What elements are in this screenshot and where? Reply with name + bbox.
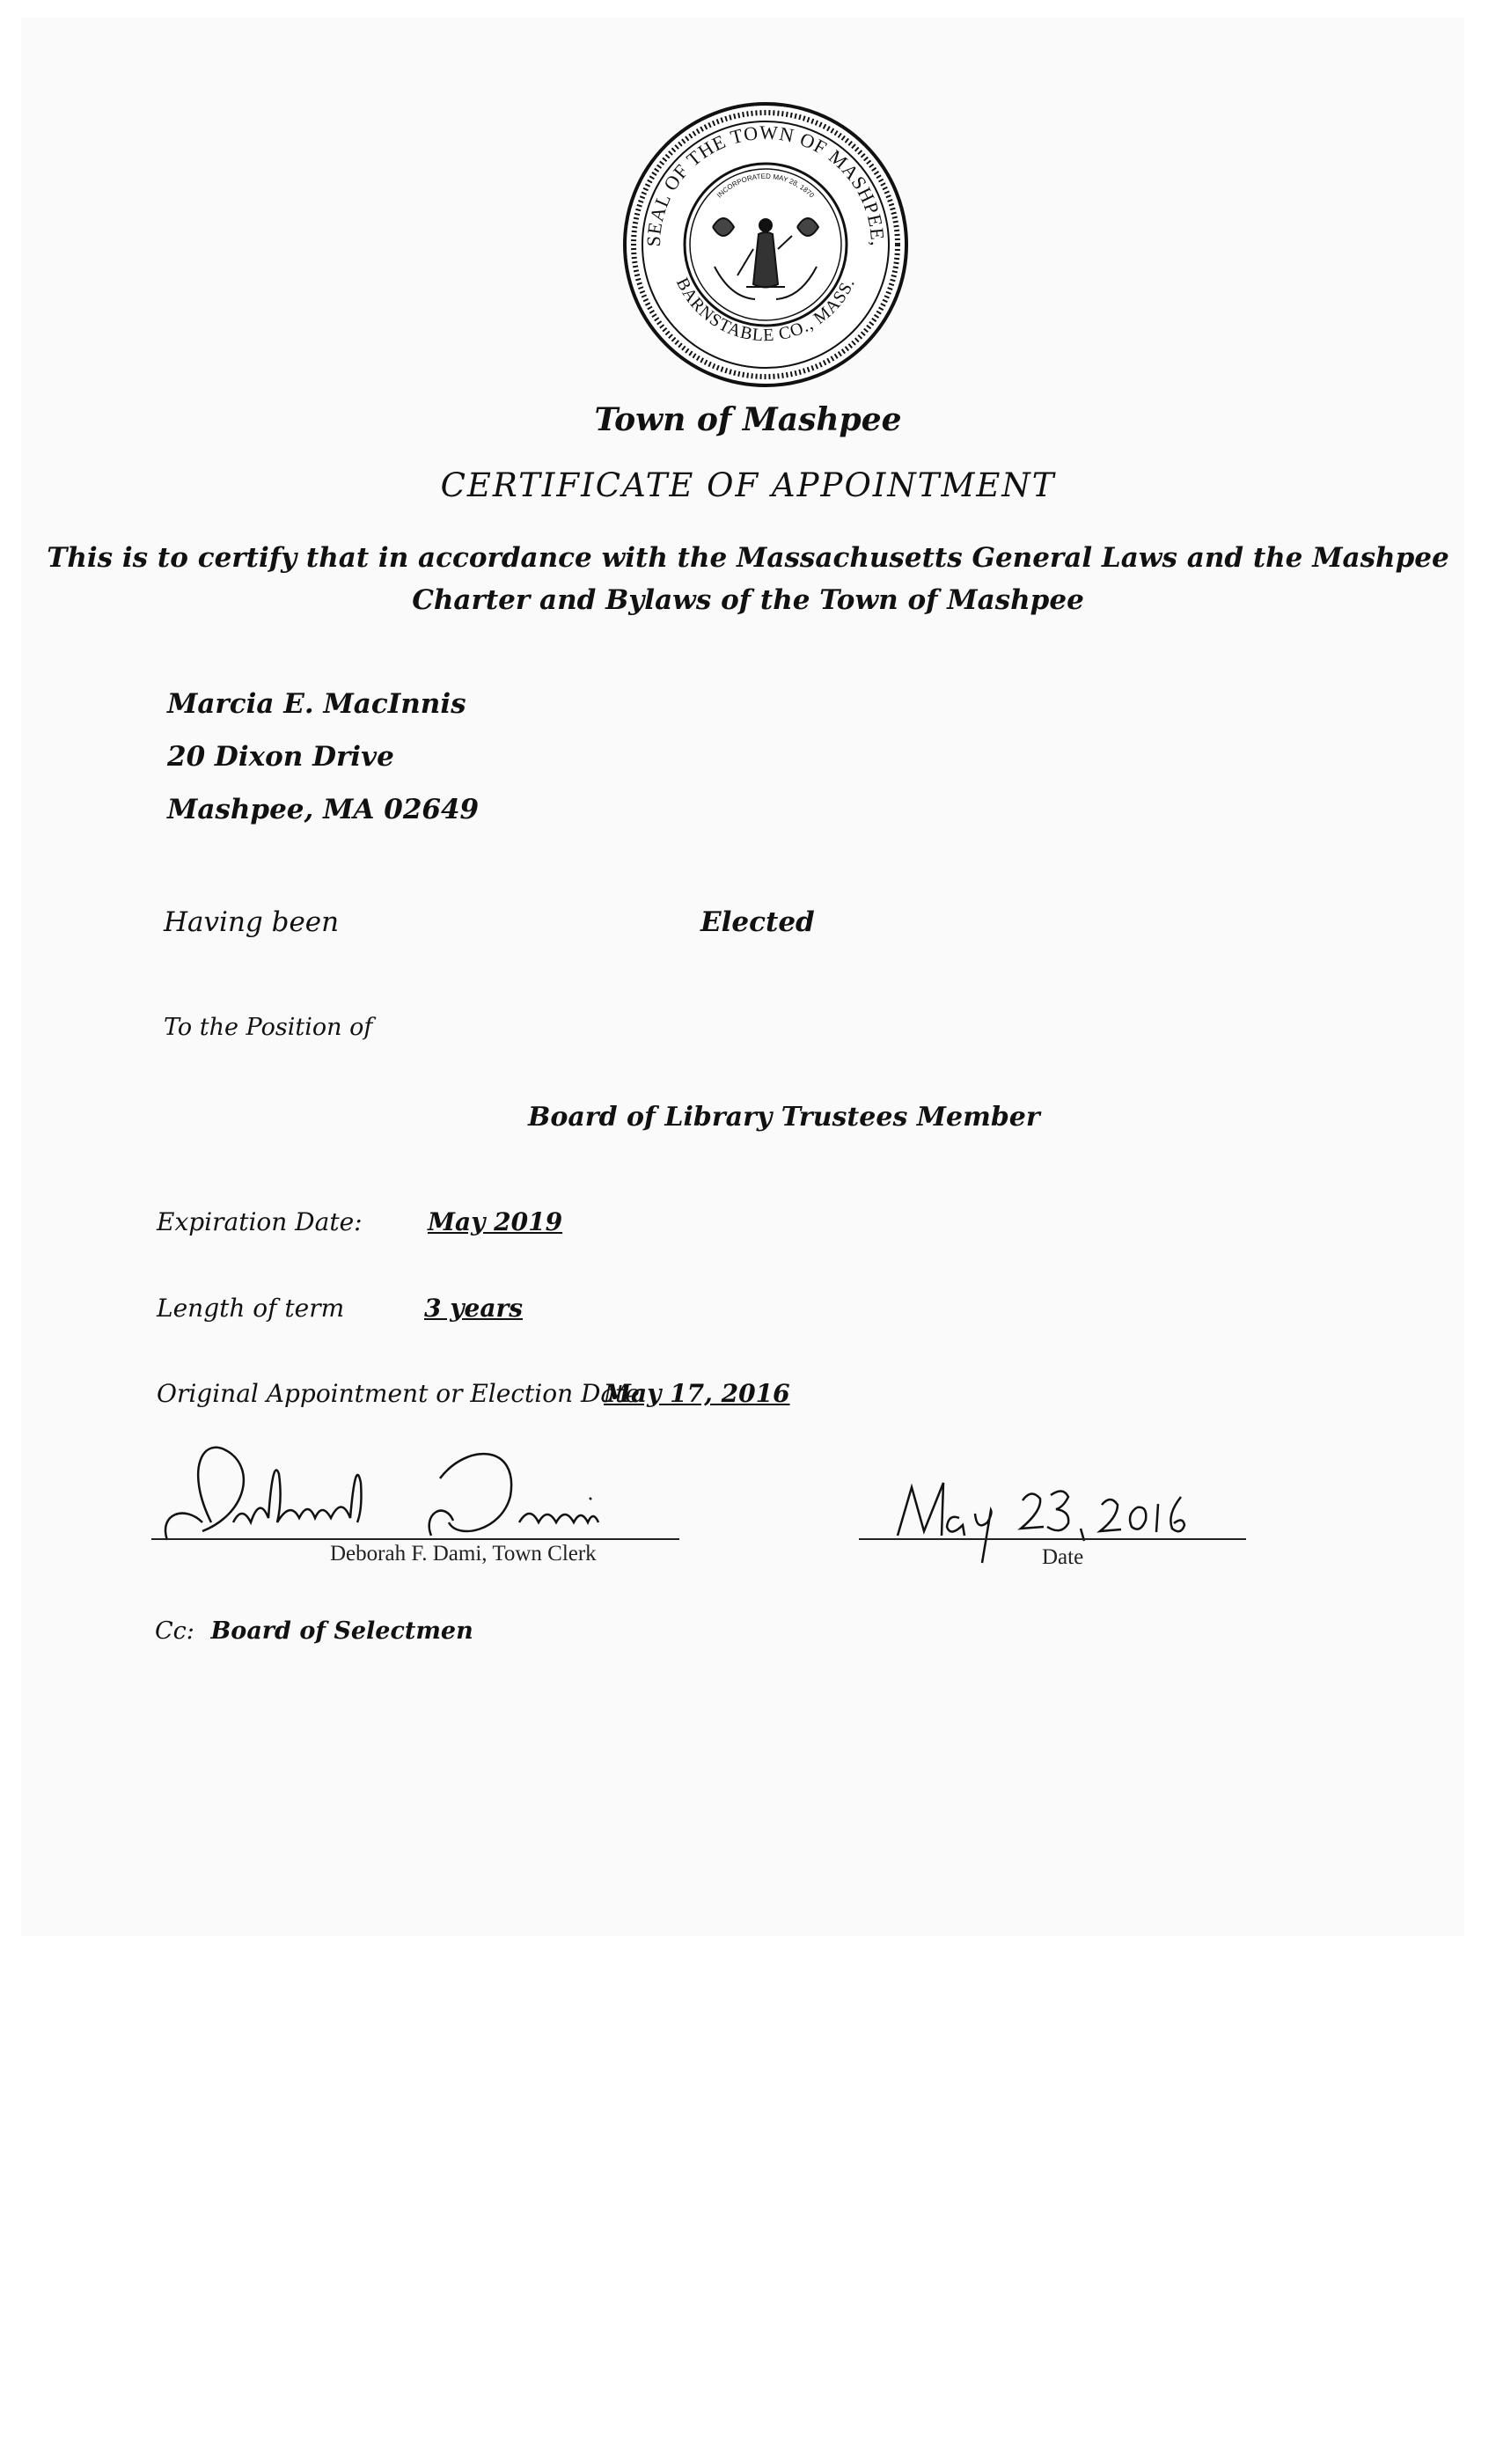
date-signature-line [859, 1538, 1246, 1540]
certificate-title: CERTIFICATE OF APPOINTMENT [440, 466, 1056, 504]
town-name: Town of Mashpee [594, 401, 902, 438]
certify-line-2: Charter and Bylaws of the Town of Mashpee [412, 584, 1084, 616]
cc-label: Cc: [155, 1617, 194, 1645]
term-length-label: Length of term [157, 1294, 345, 1323]
cc-line [155, 1617, 473, 1645]
having-been-label: Having been [164, 906, 340, 938]
expiration-date-label: Expiration Date: [157, 1207, 363, 1236]
certify-statement [0, 537, 1496, 621]
status-value: Elected [700, 906, 815, 938]
position-value: Board of Library Trustees Member [528, 1102, 1040, 1133]
clerk-caption: Deborah F. Dami, Town Clerk [330, 1542, 597, 1566]
original-date-value: May 17, 2016 [604, 1379, 790, 1408]
clerk-signature [150, 1417, 678, 1549]
town-seal [616, 95, 915, 394]
date-caption: Date [1042, 1545, 1084, 1569]
position-label: To the Position of [164, 1014, 373, 1041]
cc-value: Board of Selectmen [210, 1617, 473, 1645]
original-date-label: Original Appointment or Election Date [157, 1379, 640, 1408]
certify-line-1: This is to certify that in accordance with the Massachusetts General Laws and the Mashpee [47, 542, 1449, 574]
seal-bottom-text: BARNSTABLE CO., MASS. [671, 275, 860, 346]
seal-outer-text: SEAL OF THE TOWN OF MASHPEE, [642, 121, 890, 247]
expiration-date-value: May 2019 [428, 1207, 563, 1236]
appointee-street: 20 Dixon Drive [167, 741, 394, 773]
appointee-city: Mashpee, MA 02649 [167, 794, 480, 825]
clerk-signature-line [151, 1538, 679, 1540]
seal-inner-text: INCORPORATED MAY 28, 1870 [715, 172, 816, 200]
appointee-name: Marcia E. MacInnis [167, 688, 466, 720]
term-length-value: 3 years [424, 1294, 523, 1323]
